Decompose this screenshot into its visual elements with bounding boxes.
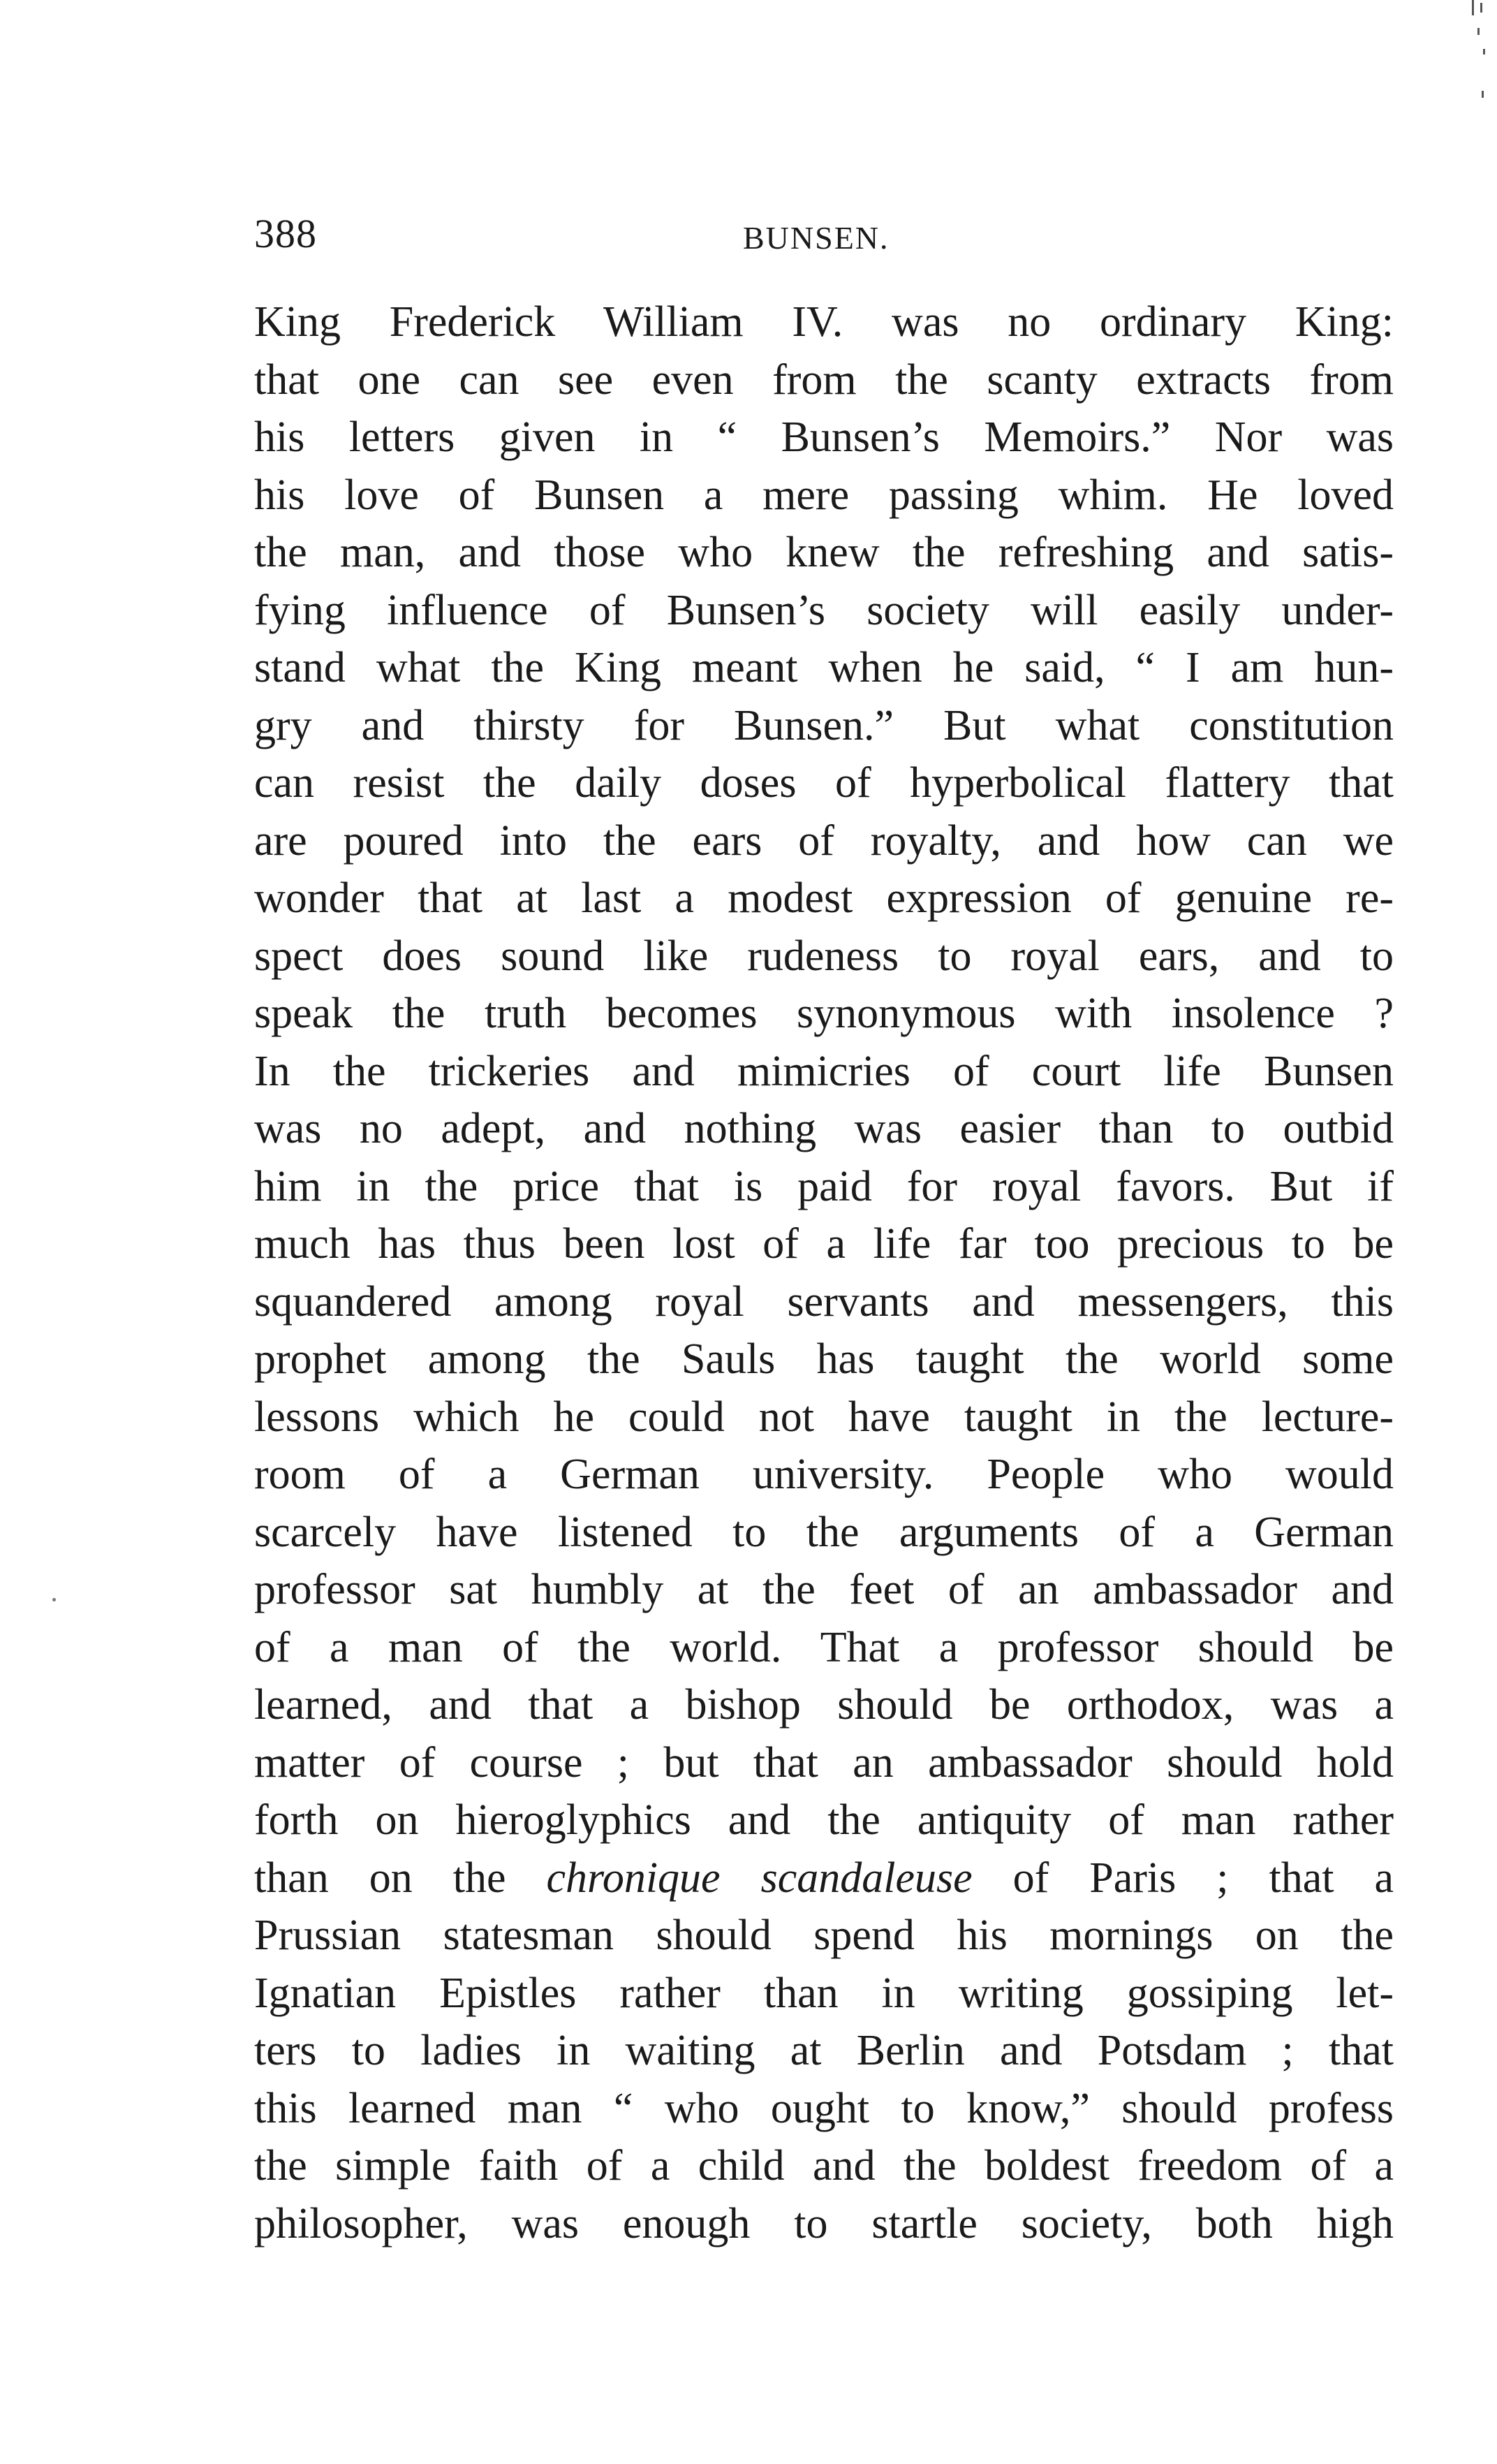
text-line: King Frederick William IV. was no ordinary King: (254, 298, 1394, 346)
text-line: stand what the King meant when he said, “ I am hun- (254, 644, 1394, 691)
text-line: his letters given in “ Bunsen’s Memoirs.” Nor was (254, 413, 1394, 461)
text-line: philosopher, was enough to startle society, both high (254, 2199, 1394, 2247)
text-line: speak the truth becomes synonymous with insolence ? (254, 990, 1394, 1037)
text-line: professor sat humbly at the feet of an ambassador and (254, 1566, 1394, 1613)
page-number: 388 (254, 211, 317, 256)
text-line: gry and thirsty for Bunsen.” But what constitution (254, 701, 1394, 749)
running-head (254, 206, 1394, 262)
text-line: ters to ladies in waiting at Berlin and Potsdam ; that (254, 2027, 1394, 2074)
text-line: of a man of the world. That a professor should be (254, 1623, 1394, 1671)
running-title: BUNSEN. (743, 220, 890, 256)
scan-speck (52, 1598, 56, 1601)
text-line: In the trickeries and mimicries of court life Bunsen (254, 1047, 1394, 1095)
text-line: much has thus been lost of a life far too precious to be (254, 1220, 1394, 1268)
text-line: this learned man “ who ought to know,” should profess (254, 2084, 1394, 2132)
text-line: matter of course ; but that an ambassador should hold (254, 1738, 1394, 1787)
text-line: are poured into the ears of royalty, and how can we (254, 816, 1394, 865)
text-line: spect does sound like rudeness to royal ears, and to (254, 932, 1394, 980)
text-line: fying influence of Bunsen’s society will easily under- (254, 586, 1394, 634)
text-line: Ignatian Epistles rather than in writing gossiping let- (254, 1969, 1394, 2017)
text-line: forth on hieroglyphics and the antiquity of man rather (254, 1796, 1394, 1844)
text-line: prophet among the Sauls has taught the world some (254, 1335, 1394, 1383)
scan-edge-mark (1468, 0, 1489, 112)
text-line: him in the price that is paid for royal favors. But if (254, 1162, 1394, 1210)
text-line: that one can see even from the scanty extracts from (254, 355, 1394, 404)
text-line: his love of Bunsen a mere passing whim. He loved (254, 471, 1394, 519)
text-line: the simple faith of a child and the boldest freedom of a (254, 2142, 1394, 2190)
text-line: squandered among royal servants and messengers, this (254, 1277, 1394, 1326)
body-text (254, 293, 1394, 2252)
text-line: can resist the daily doses of hyperbolical flattery that (254, 759, 1394, 807)
text-line: wonder that at last a modest expression of genuine re- (254, 874, 1394, 922)
text-line: was no adept, and nothing was easier than to outbid (254, 1105, 1394, 1152)
text-line: Prussian statesman should spend his mornings on the (254, 1912, 1394, 1959)
italic-phrase: chronique scandaleuse (546, 1854, 973, 1902)
text-line: scarcely have listened to the arguments of a German (254, 1508, 1394, 1556)
text-line (254, 1849, 1394, 1907)
text-line: lessons which he could not have taught in the lecture- (254, 1393, 1394, 1441)
text-segment: of Paris ; that a (972, 1854, 1394, 1902)
text-line: the man, and those who knew the refreshing and satis- (254, 529, 1394, 576)
text-line: room of a German university. People who would (254, 1451, 1394, 1498)
text-line: learned, and that a bishop should be orthodox, was a (254, 1681, 1394, 1729)
text-segment: than on the (254, 1854, 547, 1902)
